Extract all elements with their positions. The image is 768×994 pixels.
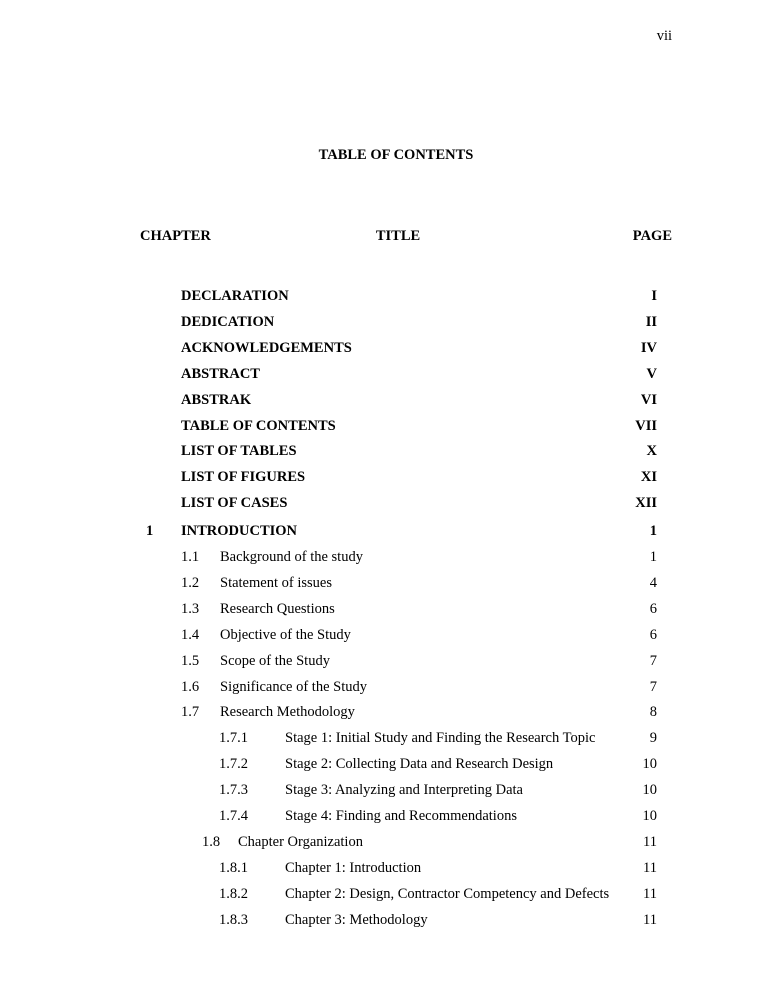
toc-entry-page: 11 [643, 885, 657, 902]
toc-entry-page: 4 [649, 574, 657, 591]
toc-entry-number: 1.3 [181, 600, 200, 617]
toc-entry-page: VI [640, 391, 657, 408]
toc-entry-number: 1.8.1 [219, 859, 248, 876]
toc-entry[interactable] [0, 679, 768, 699]
toc-entry-title: Stage 2: Collecting Data and Research Design [285, 756, 554, 773]
toc-entry-number: 1.7 [181, 704, 200, 721]
toc-entry-number: 1.5 [181, 652, 200, 669]
toc-entry-page: 6 [649, 626, 657, 643]
toc-entry[interactable] [0, 834, 768, 854]
toc-entry-number: 1.7.1 [219, 730, 248, 747]
toc-entry[interactable] [0, 704, 768, 724]
toc-entry-number: 1.2 [181, 574, 200, 591]
toc-entry[interactable] [0, 340, 768, 360]
toc-entry[interactable] [0, 756, 768, 776]
toc-entry-title: INTRODUCTION [181, 523, 298, 540]
toc-entry-page: 10 [642, 808, 657, 824]
toc-entry-number: 1.8.2 [219, 885, 248, 902]
toc-entry-title: Chapter 2: Design, Contractor Competency and Defects [285, 885, 610, 902]
toc-entry[interactable] [0, 912, 768, 932]
column-header-title: TITLE [375, 228, 421, 244]
page-number: vii [656, 28, 672, 44]
toc-entry-title: ACKNOWLEDGEMENTS [181, 339, 352, 356]
toc-entry[interactable] [0, 886, 768, 906]
toc-entry-number: 1.4 [181, 626, 200, 643]
toc-entry-title: Research Questions [220, 600, 335, 617]
toc-entry-number: 1.8.3 [219, 911, 248, 928]
toc-entry-title: Research Methodology [220, 704, 355, 721]
toc-entry-page: 1 [649, 523, 657, 540]
toc-entry-title: Stage 1: Initial Study and Finding the Research Topic [285, 730, 596, 747]
toc-entry-title: Stage 3: Analyzing and Interpreting Data [285, 782, 523, 799]
toc-entry-page: II [645, 313, 657, 330]
toc-entry-page: 11 [643, 911, 657, 928]
toc-entry-title: Objective of the Study [220, 626, 351, 643]
toc-entry-page: VII [635, 417, 657, 434]
toc-entry-page: IV [640, 339, 657, 356]
toc-entry-page: V [646, 365, 657, 382]
toc-entry[interactable] [0, 418, 768, 438]
toc-entry-page: 11 [643, 833, 657, 850]
toc-entry-number: 1.7.4 [219, 808, 248, 824]
toc-entry[interactable] [0, 288, 768, 308]
toc-entry[interactable] [0, 392, 768, 412]
toc-entry-number: 1.8 [202, 833, 221, 850]
toc-entry-title: Chapter 3: Methodology [285, 911, 428, 928]
toc-entry-page: XI [640, 469, 657, 486]
toc-entry[interactable] [0, 782, 768, 802]
toc-entry-page: 10 [642, 782, 657, 799]
toc-entry-page: 10 [642, 756, 657, 773]
page-title: TABLE OF CONTENTS [318, 147, 474, 163]
toc-entry[interactable] [0, 469, 768, 489]
toc-entry[interactable] [0, 366, 768, 386]
toc-entry-title: Chapter 1: Introduction [285, 859, 422, 876]
toc-entry-page: 9 [649, 730, 657, 747]
toc-entry[interactable] [0, 549, 768, 569]
toc-entry-page: 11 [643, 859, 657, 876]
toc-entry-title: ABSTRAK [181, 391, 252, 408]
toc-entry-page: 7 [649, 652, 657, 669]
toc-entry[interactable] [0, 627, 768, 647]
toc-entry-title: LIST OF CASES [181, 495, 288, 512]
toc-entry[interactable] [0, 443, 768, 463]
toc-entry-page: 7 [649, 678, 657, 695]
toc-entry[interactable] [0, 860, 768, 880]
toc-entry-number: 1.6 [181, 678, 200, 695]
toc-entry-number: 1.1 [181, 549, 200, 565]
toc-entry[interactable] [0, 653, 768, 673]
toc-entry[interactable] [0, 575, 768, 595]
toc-entry-title: DECLARATION [181, 288, 289, 304]
toc-entry-page: I [651, 288, 657, 304]
toc-entry-title: Background of the study [220, 549, 363, 565]
toc-entry-title: Scope of the Study [220, 652, 330, 669]
toc-entry-title: Stage 4: Finding and Recommendations [285, 808, 517, 824]
column-header-page: PAGE [632, 228, 672, 244]
toc-entry-page: X [646, 443, 657, 460]
toc-entry-title: Chapter Organization [238, 833, 363, 850]
toc-entry[interactable] [0, 523, 768, 543]
toc-entry-title: LIST OF TABLES [181, 443, 297, 460]
toc-entry-title: TABLE OF CONTENTS [181, 417, 336, 434]
toc-entry[interactable] [0, 314, 768, 334]
toc-entry-title: Statement of issues [220, 574, 332, 591]
toc-entry[interactable] [0, 495, 768, 515]
toc-entry[interactable] [0, 808, 768, 828]
column-header-chapter: CHAPTER [140, 228, 211, 244]
toc-entry-page: 6 [649, 600, 657, 617]
toc-entry-page: XII [635, 495, 657, 512]
toc-entry-title: DEDICATION [181, 313, 275, 330]
toc-entry-title: Significance of the Study [220, 678, 367, 695]
toc-entry[interactable] [0, 730, 768, 750]
toc-entry-title: LIST OF FIGURES [181, 469, 306, 486]
toc-entry-number: 1.7.2 [219, 756, 248, 773]
toc-entry-page: 1 [649, 549, 657, 565]
toc-entry-number: 1.7.3 [219, 782, 248, 799]
toc-entry-page: 8 [649, 704, 657, 721]
toc-entry[interactable] [0, 601, 768, 621]
toc-entry-title: ABSTRACT [181, 365, 260, 382]
toc-entry-number: 1 [146, 523, 154, 540]
